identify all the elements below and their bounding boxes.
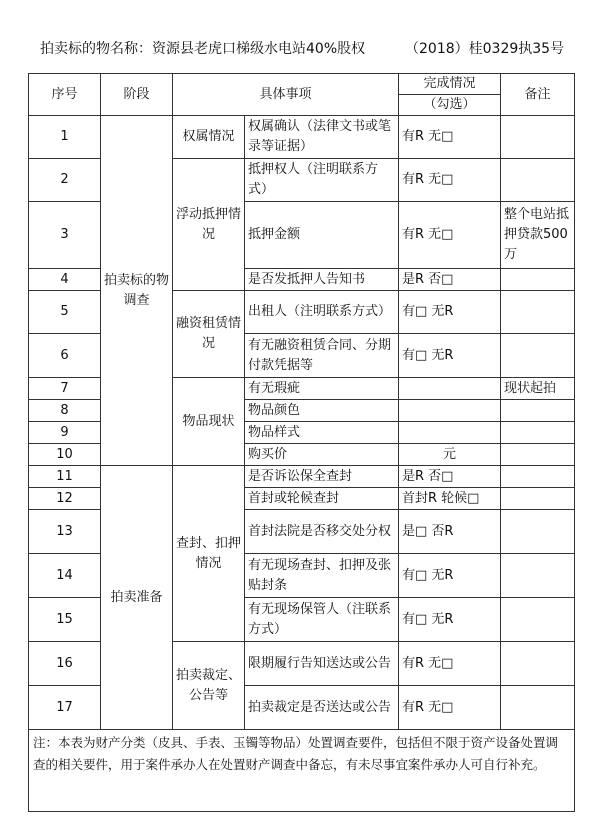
- row-no: 11: [29, 466, 101, 488]
- row-no: 13: [29, 510, 101, 554]
- group-cell: 权属情况: [173, 116, 245, 159]
- item-cell: 权属确认（法律文书或笔录等证据）: [245, 116, 399, 159]
- header-row: [29, 74, 575, 95]
- remark-cell: 整个电站抵押贷款500万: [501, 202, 575, 269]
- row-no: 14: [29, 554, 101, 598]
- status-cell: 首封R 轮候□: [399, 488, 501, 510]
- row-no: 15: [29, 598, 101, 642]
- remark-cell: [501, 422, 575, 444]
- remark-cell: 现状起拍: [501, 378, 575, 400]
- header-status-sub: （勾选）: [399, 95, 501, 116]
- remark-cell: [501, 466, 575, 488]
- remark-cell: [501, 598, 575, 642]
- item-cell: 限期履行告知送达或公告: [245, 642, 399, 686]
- status-cell: 有□ 无R: [399, 334, 501, 378]
- group-cell: 融资租赁情况: [173, 291, 245, 378]
- stage-cell: 拍卖标的物调查: [101, 116, 173, 466]
- status-cell: 有R 无□: [399, 686, 501, 730]
- item-cell: 有无现场查封、扣押及张贴封条: [245, 554, 399, 598]
- row-no: 7: [29, 378, 101, 400]
- header-seq: 序号: [29, 74, 101, 116]
- remark-cell: [501, 554, 575, 598]
- item-cell: 首封或轮候查封: [245, 488, 399, 510]
- header-stage: 阶段: [101, 74, 173, 116]
- row-no: 6: [29, 334, 101, 378]
- item-cell: 抵押金额: [245, 202, 399, 269]
- status-cell: 有R 无□: [399, 159, 501, 202]
- row-no: 10: [29, 444, 101, 466]
- remark-cell: [501, 444, 575, 466]
- auction-investigation-table: [28, 73, 575, 812]
- remark-cell: [501, 291, 575, 334]
- status-cell: 是R 否□: [399, 269, 501, 291]
- item-cell: 抵押权人（注明联系方式）: [245, 159, 399, 202]
- status-cell: 是R 否□: [399, 466, 501, 488]
- item-cell: 出租人（注明联系方式）: [245, 291, 399, 334]
- status-cell: 有□ 无R: [399, 554, 501, 598]
- table-row: [29, 116, 575, 159]
- note-row: [29, 730, 575, 812]
- status-cell: [399, 400, 501, 422]
- item-cell: 是否发抵押人告知书: [245, 269, 399, 291]
- row-no: 16: [29, 642, 101, 686]
- item-cell: 购买价: [245, 444, 399, 466]
- row-no: 5: [29, 291, 101, 334]
- item-cell: 是否诉讼保全查封: [245, 466, 399, 488]
- remark-cell: [501, 116, 575, 159]
- item-cell: 有无瑕疵: [245, 378, 399, 400]
- status-cell: [399, 378, 501, 400]
- group-cell: 浮动抵押情况: [173, 159, 245, 291]
- case-number: （2018）桂0329执35号: [405, 41, 565, 57]
- status-cell: 是□ 否R: [399, 510, 501, 554]
- table-note: 注：本表为财产分类（皮具、手表、玉镯等物品）处置调查要件，包括但不限于资产设备处置调查的相关要件，用于案件承办人在处置财产调查中备忘，有未尽事宜案件承办人可自行补充。: [29, 730, 575, 812]
- stage-cell: 拍卖准备: [101, 466, 173, 730]
- remark-cell: [501, 269, 575, 291]
- status-cell: 有□ 无R: [399, 598, 501, 642]
- row-no: 17: [29, 686, 101, 730]
- item-cell: 有无现场保管人（注联系方式）: [245, 598, 399, 642]
- row-no: 1: [29, 116, 101, 159]
- item-cell: 物品颜色: [245, 400, 399, 422]
- row-no: 4: [29, 269, 101, 291]
- status-cell: 元: [399, 444, 501, 466]
- item-cell: 拍卖裁定是否送达或公告: [245, 686, 399, 730]
- item-cell: 有无融资租赁合同、分期付款凭据等: [245, 334, 399, 378]
- header-status: 完成情况: [399, 74, 501, 95]
- table-title: [40, 38, 565, 58]
- remark-cell: [501, 686, 575, 730]
- remark-cell: [501, 400, 575, 422]
- remark-cell: [501, 510, 575, 554]
- remark-cell: [501, 159, 575, 202]
- subject-name: 拍卖标的物名称：资源县老虎口梯级水电站40%股权: [40, 41, 366, 57]
- remark-cell: [501, 334, 575, 378]
- group-cell: 查封、扣押情况: [173, 466, 245, 642]
- remark-cell: [501, 642, 575, 686]
- status-cell: [399, 422, 501, 444]
- status-cell: 有□ 无R: [399, 291, 501, 334]
- item-cell: 首封法院是否移交处分权: [245, 510, 399, 554]
- group-cell: 物品现状: [173, 378, 245, 466]
- row-no: 3: [29, 202, 101, 269]
- header-remark: 备注: [501, 74, 575, 116]
- row-no: 2: [29, 159, 101, 202]
- group-cell: 拍卖裁定、公告等: [173, 642, 245, 730]
- row-no: 12: [29, 488, 101, 510]
- remark-cell: [501, 488, 575, 510]
- header-item: 具体事项: [173, 74, 399, 116]
- item-cell: 物品样式: [245, 422, 399, 444]
- row-no: 9: [29, 422, 101, 444]
- status-cell: 有R 无□: [399, 116, 501, 159]
- row-no: 8: [29, 400, 101, 422]
- status-cell: 有R 无□: [399, 202, 501, 269]
- status-cell: 有R 无□: [399, 642, 501, 686]
- table-row: [29, 466, 575, 488]
